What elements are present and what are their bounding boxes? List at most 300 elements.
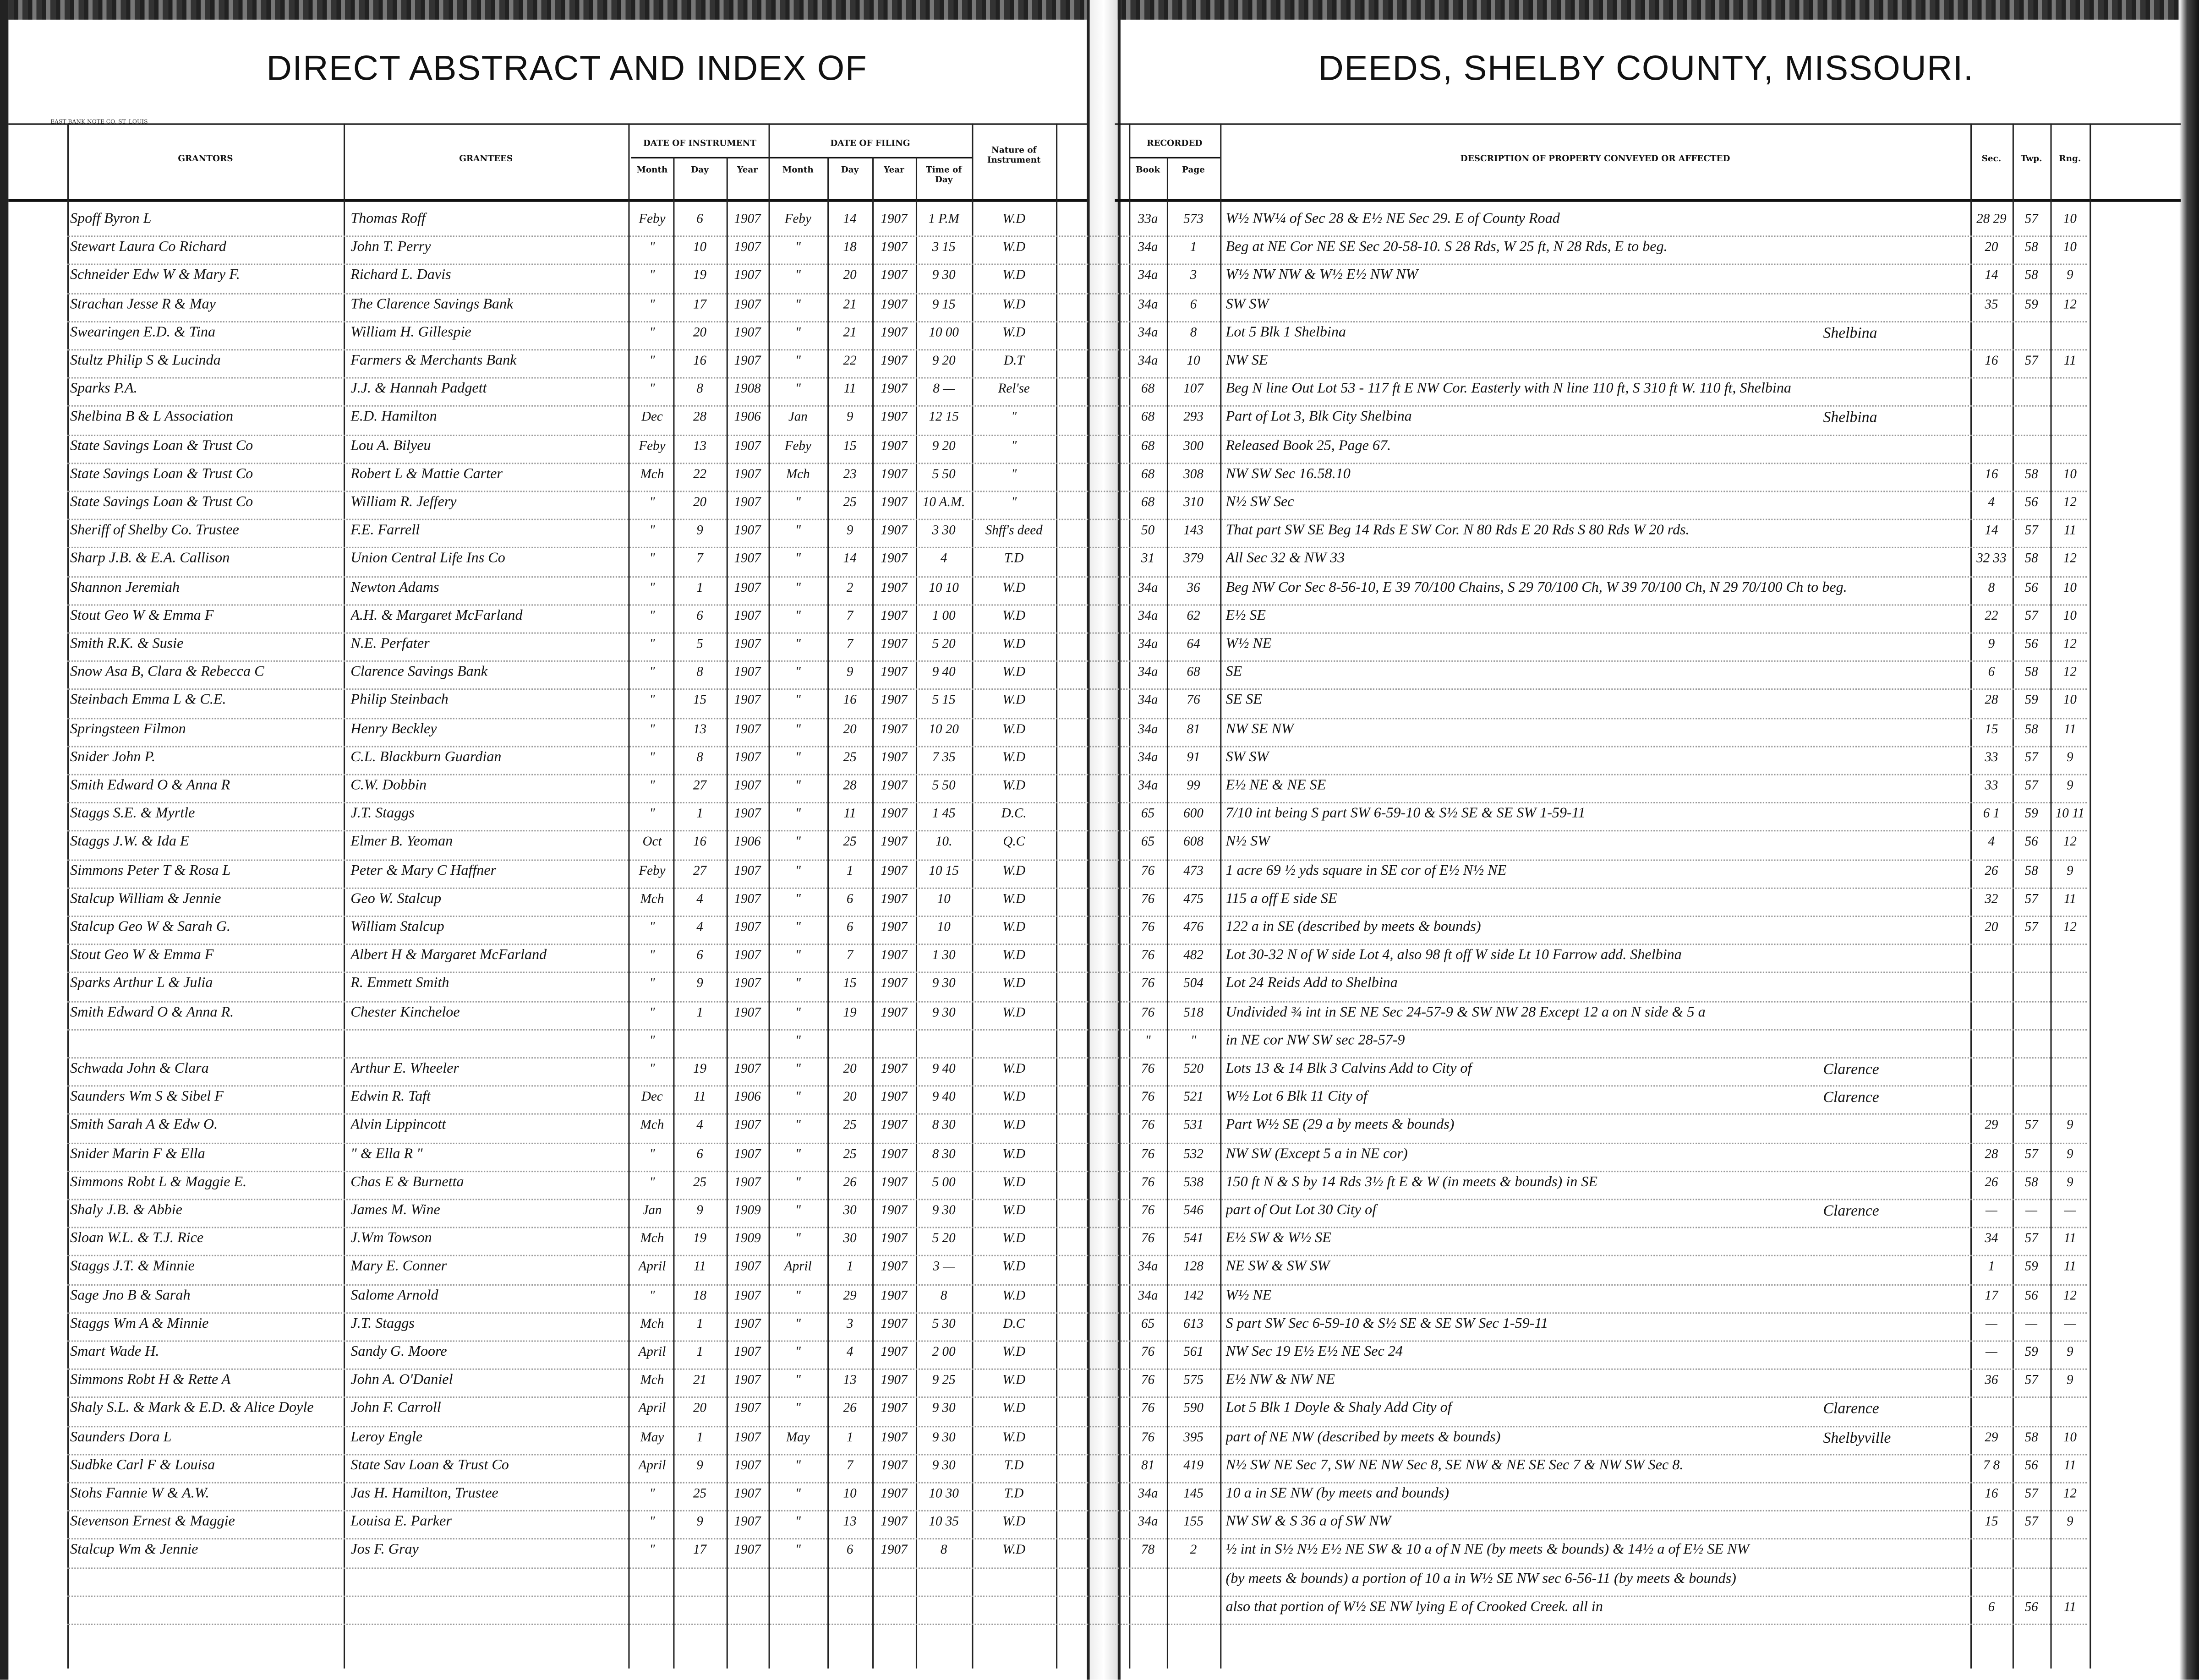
description-cell: part of NE NW (described by meets & bounds) xyxy=(1225,1429,1501,1445)
filing-day-cell: 4 xyxy=(846,1346,853,1360)
grantee-cell: Robert L & Mattie Carter xyxy=(350,466,503,482)
filing-year-cell: 1907 xyxy=(881,1402,908,1417)
twp-cell: 57 xyxy=(2024,1233,2038,1247)
filing-day-cell: 19 xyxy=(843,1006,857,1020)
filing-month-cell: Feby xyxy=(784,439,811,454)
filing-year-cell: 1907 xyxy=(881,298,908,312)
page-cell: 395 xyxy=(1183,1431,1203,1445)
description-cell: 1 acre 69 ½ yds square in SE cor of E½ N½ NE xyxy=(1225,863,1507,879)
grantee-cell: The Clarence Savings Bank xyxy=(350,296,514,312)
grantee-cell: James M. Wine xyxy=(350,1203,440,1219)
page-cell: 128 xyxy=(1183,1261,1203,1275)
rng-cell: 11 xyxy=(2063,1601,2076,1615)
filing-day-cell: 25 xyxy=(843,751,857,765)
instrument-day-cell: 11 xyxy=(694,1261,706,1275)
rng-cell: 12 xyxy=(2063,298,2077,312)
book-cell: 76 xyxy=(1141,1233,1155,1247)
sec-cell: 28 xyxy=(1985,694,1998,709)
nature-cell: T.D xyxy=(1004,1459,1024,1473)
rng-cell: 10 xyxy=(2063,468,2077,482)
nature-cell: W.D xyxy=(1002,610,1026,624)
twp-cell: 57 xyxy=(2024,524,2038,539)
filing-day-cell: 28 xyxy=(843,780,857,794)
rng-cell: 10 xyxy=(2063,610,2077,624)
grantee-cell: Chas E & Burnetta xyxy=(350,1174,464,1190)
filing-month-cell: " xyxy=(795,1346,801,1360)
grantee-cell: Geo W. Stalcup xyxy=(350,891,442,907)
book-cell: 76 xyxy=(1141,1374,1155,1389)
page-cell: 476 xyxy=(1183,921,1203,935)
filing-year-cell: 1907 xyxy=(881,893,908,907)
grantor-cell: Smith R.K. & Susie xyxy=(70,636,184,652)
instrument-year-cell: 1907 xyxy=(734,666,761,681)
page-cell: 520 xyxy=(1183,1063,1203,1077)
filing-year-cell: 1907 xyxy=(881,241,908,256)
grantor-cell: Shelbina B & L Association xyxy=(70,410,234,425)
instrument-month-cell: Mch xyxy=(640,1374,664,1389)
instrument-year-cell: 1907 xyxy=(734,807,761,822)
twp-cell: — xyxy=(2025,1317,2038,1332)
page-cell: 68 xyxy=(1187,666,1200,681)
rng-cell: 9 xyxy=(2067,1176,2073,1190)
instrument-day-cell: 10 xyxy=(693,241,707,256)
filing-year-cell: 1907 xyxy=(881,610,908,624)
grantees-header: GRANTEES xyxy=(459,154,513,164)
twp-cell: 56 xyxy=(2024,1459,2038,1473)
grantor-cell: Stalcup Wm & Jennie xyxy=(70,1543,198,1559)
filing-month-cell: Jan xyxy=(788,411,808,425)
nature-cell: W.D xyxy=(1002,298,1026,312)
book-cell: 76 xyxy=(1141,1204,1155,1219)
filing-day-cell: 16 xyxy=(843,694,857,709)
filing-year-cell: 1907 xyxy=(881,1374,908,1389)
nature-cell: W.D xyxy=(1002,1091,1026,1105)
twp-cell: 58 xyxy=(2024,269,2038,284)
book-cell: 76 xyxy=(1141,1063,1155,1077)
date-of-instrument-header: DATE OF INSTRUMENT xyxy=(643,139,757,149)
instrument-year-cell: 1907 xyxy=(734,269,761,284)
right-page-title: DEEDS, SHELBY COUNTY, MISSOURI. xyxy=(1318,49,1974,88)
filing-day-cell: 18 xyxy=(843,241,857,256)
book-cell: 76 xyxy=(1141,1147,1155,1162)
filing-month-cell: " xyxy=(795,694,801,709)
place-note-cell: Shelbina xyxy=(1823,325,1877,342)
time-of-day-cell: 9 30 xyxy=(932,1459,956,1473)
filing-month-cell: " xyxy=(795,1374,801,1389)
grantor-cell: Saunders Dora L xyxy=(70,1429,172,1445)
instrument-month-cell: Mch xyxy=(640,1233,664,1247)
description-cell: in NE cor NW SW sec 28-57-9 xyxy=(1225,1033,1405,1049)
grantor-cell: Stout Geo W & Emma F xyxy=(70,948,214,964)
page-cell: 575 xyxy=(1183,1374,1203,1389)
grantee-cell: Farmers & Merchants Bank xyxy=(350,353,517,369)
instrument-day-cell: 16 xyxy=(693,836,707,851)
page-cell: 521 xyxy=(1183,1091,1203,1105)
grantor-cell: Shannon Jeremiah xyxy=(70,580,180,595)
instrument-year-cell: 1907 xyxy=(734,1289,761,1304)
time-of-day-cell: 1 30 xyxy=(932,949,956,964)
time-of-day-cell: 9 30 xyxy=(932,977,956,992)
grantee-cell: Albert H & Margaret McFarland xyxy=(350,948,547,964)
filing-year-cell: 1907 xyxy=(881,524,908,539)
description-cell: NW SE xyxy=(1225,353,1268,369)
grantee-cell: Peter & Mary C Haffner xyxy=(350,863,497,879)
book-cell: 76 xyxy=(1141,1402,1155,1417)
page-cell: 293 xyxy=(1183,411,1203,425)
time-of-day-cell: 3 30 xyxy=(932,524,956,539)
filing-day-cell: 26 xyxy=(843,1176,857,1190)
filing-year-cell: 1907 xyxy=(881,1204,908,1219)
grantor-cell: Schwada John & Clara xyxy=(70,1061,209,1077)
grantor-cell: Steinbach Emma L & C.E. xyxy=(70,693,226,709)
book-cell: 34a xyxy=(1138,1261,1158,1275)
description-cell: Beg NW Cor Sec 8-56-10, E 39 70/100 Chains, S 29 70/100 Ch, W 39 70/100 Ch, N 29 70/100 Ch to beg. xyxy=(1225,580,1847,595)
page-cell: 482 xyxy=(1183,949,1203,964)
instrument-year-cell: 1907 xyxy=(734,1487,761,1502)
instrument-month-cell: Jan xyxy=(642,1204,662,1219)
filing-day-cell: 10 xyxy=(843,1487,857,1502)
grantee-cell: William H. Gillespie xyxy=(350,325,471,341)
rng-cell: 11 xyxy=(2063,1459,2076,1473)
description-cell: SW SW xyxy=(1225,750,1269,765)
filing-day-cell: 11 xyxy=(843,807,856,822)
filing-month-cell: " xyxy=(795,893,801,907)
filing-day-cell: 6 xyxy=(846,1544,853,1559)
rng-cell: 10 xyxy=(2063,213,2077,227)
instrument-year-cell: 1907 xyxy=(734,723,761,737)
rng-cell: 9 xyxy=(2067,1374,2073,1389)
description-cell: 150 ft N & S by 14 Rds 3½ ft E & W (in meets & bounds) in SE xyxy=(1225,1174,1598,1190)
nature-cell: W.D xyxy=(1002,893,1026,907)
place-note-cell: Clarence xyxy=(1823,1203,1879,1220)
time-of-day-cell: 9 30 xyxy=(932,1006,956,1020)
twp-cell: 57 xyxy=(2024,610,2038,624)
grantor-cell: Sparks P.A. xyxy=(70,382,137,397)
time-of-day-cell: 1 45 xyxy=(932,807,956,822)
grantor-cell: Staggs Wm A & Minnie xyxy=(70,1316,209,1332)
book-cell: 76 xyxy=(1141,1091,1155,1105)
nature-cell: D.C xyxy=(1003,1317,1025,1332)
instrument-year-cell: 1909 xyxy=(734,1204,761,1219)
instrument-day-cell: 1 xyxy=(696,1317,703,1332)
instrument-day-cell: 20 xyxy=(693,1402,707,1417)
page-cell: 1 xyxy=(1190,241,1197,256)
nature-cell: W.D xyxy=(1002,1176,1026,1190)
twp-cell: 57 xyxy=(2024,1374,2038,1389)
instrument-day-cell: 9 xyxy=(696,1516,703,1530)
filing-year-cell: 1907 xyxy=(881,751,908,765)
filing-month-cell: " xyxy=(795,610,801,624)
filing-day-cell: 22 xyxy=(843,355,857,369)
instrument-day-cell: 6 xyxy=(696,213,703,227)
description-cell: Undivided ¾ int in SE NE Sec 24-57-9 & SW NW 28 Except 12 a on N side & 5 a xyxy=(1225,1004,1706,1020)
instrument-day-cell: 22 xyxy=(693,468,707,482)
nature-cell: W.D xyxy=(1002,1402,1026,1417)
grantee-cell: John A. O'Daniel xyxy=(350,1373,453,1389)
filing-month-cell: " xyxy=(795,1091,801,1105)
grantee-cell: Chester Kincheloe xyxy=(350,1004,460,1020)
book-cell: 34a xyxy=(1138,610,1158,624)
nature-cell: W.D xyxy=(1002,1544,1026,1559)
nature-cell: W.D xyxy=(1002,1147,1026,1162)
grantee-cell: William R. Jeffery xyxy=(350,495,457,511)
grantee-cell: E.D. Hamilton xyxy=(350,410,437,425)
rng-cell: 10 11 xyxy=(2055,807,2084,822)
instrument-month-cell: Feby xyxy=(639,439,666,454)
filing-month-cell: " xyxy=(795,1034,801,1049)
instrument-year-cell: 1907 xyxy=(734,977,761,992)
grantee-cell: Lou A. Bilyeu xyxy=(350,438,431,454)
inst-year-header: Year xyxy=(737,165,758,175)
instrument-month-cell: " xyxy=(649,1544,655,1559)
time-of-day-cell: 9 30 xyxy=(932,1204,956,1219)
filing-day-cell: 3 xyxy=(846,1317,853,1332)
sec-cell: 1 xyxy=(1988,1261,1995,1275)
book-cell: 34a xyxy=(1138,780,1158,794)
instrument-day-cell: 19 xyxy=(693,1233,707,1247)
instrument-year-cell: 1907 xyxy=(734,893,761,907)
page-cell: 3 xyxy=(1190,269,1197,284)
time-of-day-cell: 10 00 xyxy=(929,326,959,341)
time-of-day-cell: 9 40 xyxy=(932,1091,956,1105)
twp-cell: 57 xyxy=(2024,355,2038,369)
instrument-month-cell: April xyxy=(638,1346,666,1360)
sec-cell: 9 xyxy=(1988,638,1995,652)
time-of-day-cell: 10 15 xyxy=(929,864,959,879)
page-cell: 590 xyxy=(1183,1402,1203,1417)
grantee-cell: J.Wm Towson xyxy=(350,1231,432,1247)
instrument-year-cell: 1909 xyxy=(734,1233,761,1247)
description-cell: Lot 5 Blk 1 Shelbina xyxy=(1225,325,1346,341)
header-bottom-rule-right xyxy=(1115,199,2181,202)
description-cell: NW SE NW xyxy=(1225,721,1294,737)
book-cell: 34a xyxy=(1138,694,1158,709)
time-of-day-cell: 10 xyxy=(937,921,951,935)
instrument-year-cell: 1907 xyxy=(734,553,761,567)
grantee-cell: Alvin Lippincott xyxy=(350,1118,446,1134)
grantee-cell: Clarence Savings Bank xyxy=(350,665,488,681)
time-of-day-cell: 8 — xyxy=(933,383,955,397)
rng-cell: 10 xyxy=(2063,241,2077,256)
grantee-cell: Philip Steinbach xyxy=(350,693,449,709)
nature-cell: W.D xyxy=(1002,1516,1026,1530)
instrument-day-cell: 19 xyxy=(693,269,707,284)
rng-cell: 11 xyxy=(2063,524,2076,539)
description-cell: Lots 13 & 14 Blk 3 Calvins Add to City of xyxy=(1225,1061,1472,1077)
filing-month-cell: " xyxy=(795,1289,801,1304)
filing-month-cell: " xyxy=(795,496,801,511)
description-cell: W½ NW NW & W½ E½ NW NW xyxy=(1225,268,1418,284)
book-cell: 34a xyxy=(1138,1516,1158,1530)
instrument-year-cell: 1907 xyxy=(734,921,761,935)
nature-cell: T.D xyxy=(1004,1487,1024,1502)
instrument-month-cell: " xyxy=(649,1063,655,1077)
nature-cell: " xyxy=(1011,439,1017,454)
sec-cell: 32 33 xyxy=(1976,553,2007,567)
book-cell: 34a xyxy=(1138,723,1158,737)
description-cell: 115 a off E side SE xyxy=(1225,891,1337,907)
instrument-year-cell: 1907 xyxy=(734,1119,761,1134)
grantee-cell: C.L. Blackburn Guardian xyxy=(350,750,502,765)
instrument-day-cell: 28 xyxy=(693,411,707,425)
nature-cell: W.D xyxy=(1002,1374,1026,1389)
sec-cell: 26 xyxy=(1985,1176,1998,1190)
description-cell: SE xyxy=(1225,665,1242,681)
instrument-day-cell: 25 xyxy=(693,1176,707,1190)
time-of-day-cell: 5 50 xyxy=(932,468,956,482)
sec-cell: — xyxy=(1985,1346,1997,1360)
page-cell: 518 xyxy=(1183,1006,1203,1020)
book-cell: 68 xyxy=(1141,411,1155,425)
book-cell: 76 xyxy=(1141,921,1155,935)
description-cell: 7/10 int being S part SW 6-59-10 & S½ SE & SE SW 1-59-11 xyxy=(1225,806,1586,822)
instrument-month-cell: Mch xyxy=(640,1119,664,1134)
instrument-year-cell: 1907 xyxy=(734,326,761,341)
instrument-year-cell: 1907 xyxy=(734,1544,761,1559)
nature-cell: Q.C xyxy=(1003,836,1025,851)
time-of-day-cell: 9 30 xyxy=(932,1402,956,1417)
instrument-day-cell: 8 xyxy=(696,751,703,765)
instrument-day-cell: 4 xyxy=(696,893,703,907)
filing-day-cell: 26 xyxy=(843,1402,857,1417)
time-of-day-cell: 9 30 xyxy=(932,1431,956,1445)
nature-cell: " xyxy=(1011,496,1017,511)
instrument-year-cell: 1907 xyxy=(734,1459,761,1473)
rng-cell: 11 xyxy=(2063,723,2076,737)
book-cell: 81 xyxy=(1141,1459,1155,1473)
instrument-month-cell: " xyxy=(649,1516,655,1530)
description-cell: S part SW Sec 6-59-10 & S½ SE & SE SW Sec 1-59-11 xyxy=(1225,1316,1548,1332)
time-of-day-cell: 5 15 xyxy=(932,694,956,709)
sec-cell: — xyxy=(1985,1204,1997,1219)
nature-cell: W.D xyxy=(1002,864,1026,879)
left-page-title: DIRECT ABSTRACT AND INDEX OF xyxy=(266,49,868,88)
grantee-cell: R. Emmett Smith xyxy=(350,976,449,992)
filing-day-cell: 1 xyxy=(846,1261,853,1275)
filing-day-cell: 13 xyxy=(843,1374,857,1389)
column-rule xyxy=(67,123,69,1668)
book-cell: 34a xyxy=(1138,581,1158,595)
grantor-cell: Strachan Jesse R & May xyxy=(70,296,216,312)
description-cell: E½ NE & NE SE xyxy=(1225,778,1326,794)
filing-day-cell: 14 xyxy=(843,553,857,567)
description-cell: 122 a in SE (described by meets & bounds) xyxy=(1225,920,1481,935)
filing-year-cell: 1907 xyxy=(881,836,908,851)
grantor-cell: Staggs J.T. & Minnie xyxy=(70,1260,195,1275)
grantee-cell: Louisa E. Parker xyxy=(350,1514,452,1530)
filing-day-cell: 15 xyxy=(843,977,857,992)
description-cell: 10 a in SE NW (by meets and bounds) xyxy=(1225,1486,1449,1502)
grantor-cell: State Savings Loan & Trust Co xyxy=(70,495,253,511)
grantee-cell: J.T. Staggs xyxy=(350,806,415,822)
filing-month-cell: " xyxy=(795,1459,801,1473)
filing-day-cell: 2 xyxy=(846,581,853,595)
rng-cell: 12 xyxy=(2063,496,2077,511)
rng-cell: 10 xyxy=(2063,1431,2077,1445)
book-cell: 50 xyxy=(1141,524,1155,539)
filing-month-cell: " xyxy=(795,241,801,256)
twp-header: Twp. xyxy=(2020,154,2042,164)
instrument-day-cell: 8 xyxy=(696,666,703,681)
filing-month-cell: " xyxy=(795,666,801,681)
filing-month-cell: April xyxy=(784,1261,812,1275)
grantee-cell: Edwin R. Taft xyxy=(350,1090,431,1105)
page-cell: 308 xyxy=(1183,468,1203,482)
nature-cell: W.D xyxy=(1002,1289,1026,1304)
grantee-cell: Elmer B. Yeoman xyxy=(350,835,453,851)
nature-cell: W.D xyxy=(1002,977,1026,992)
description-cell: SW SW xyxy=(1225,296,1269,312)
grantors-header: GRANTORS xyxy=(178,154,233,164)
twp-cell: 57 xyxy=(2024,921,2038,935)
page-edge-right xyxy=(2179,0,2199,1680)
instrument-month-cell: " xyxy=(649,751,655,765)
nature-cell: D.C. xyxy=(1001,807,1027,822)
grantor-cell: Snider Marin F & Ella xyxy=(70,1146,205,1162)
filing-month-cell: " xyxy=(795,751,801,765)
rng-cell: 10 xyxy=(2063,581,2077,595)
instrument-day-cell: 1 xyxy=(696,1346,703,1360)
filing-month-cell: " xyxy=(795,1204,801,1219)
filing-month-cell: " xyxy=(795,1402,801,1417)
filing-month-cell: " xyxy=(795,524,801,539)
time-of-day-cell: 3 — xyxy=(933,1261,955,1275)
filing-day-header: Day xyxy=(841,165,859,175)
sec-cell: 22 xyxy=(1985,610,1998,624)
twp-cell: 56 xyxy=(2024,1289,2038,1304)
filing-month-cell: May xyxy=(786,1431,810,1445)
filing-month-cell: " xyxy=(795,723,801,737)
nature-cell: T.D xyxy=(1004,553,1024,567)
filing-year-cell: 1907 xyxy=(881,1006,908,1020)
instrument-day-cell: 20 xyxy=(693,326,707,341)
filing-month-cell: " xyxy=(795,1119,801,1134)
page-cell: 142 xyxy=(1183,1289,1203,1304)
book-cell: 34a xyxy=(1138,241,1158,256)
description-cell: N½ SW Sec xyxy=(1225,495,1294,511)
nature-cell: W.D xyxy=(1002,694,1026,709)
sec-cell: 28 29 xyxy=(1976,213,2007,227)
instrument-month-cell: Feby xyxy=(639,864,666,879)
filing-year-cell: 1907 xyxy=(881,921,908,935)
time-of-day-cell: 2 00 xyxy=(932,1346,956,1360)
sec-cell: 6 1 xyxy=(1983,807,2000,822)
sec-cell: 6 xyxy=(1988,666,1995,681)
recorded-subheader-rule xyxy=(1129,157,1220,158)
page-cell: 91 xyxy=(1187,751,1200,765)
twp-cell: 56 xyxy=(2024,581,2038,595)
grantee-cell: Salome Arnold xyxy=(350,1287,438,1304)
instrument-day-cell: 4 xyxy=(696,1119,703,1134)
time-of-day-cell: 10 A.M. xyxy=(922,496,965,511)
filing-day-cell: 7 xyxy=(846,949,853,964)
page-cell: 145 xyxy=(1183,1487,1203,1502)
book-cell: 68 xyxy=(1141,496,1155,511)
nature-cell: W.D xyxy=(1002,751,1026,765)
filing-year-cell: 1907 xyxy=(881,1147,908,1162)
grantor-cell: Simmons Peter T & Rosa L xyxy=(70,863,231,879)
date-subheader-rule xyxy=(631,157,972,158)
instrument-month-cell: Dec xyxy=(641,1091,663,1105)
page-cell: 2 xyxy=(1190,1544,1197,1559)
description-cell: N½ SW xyxy=(1225,835,1270,851)
inst-day-header: Day xyxy=(691,165,709,175)
filing-year-cell: 1907 xyxy=(881,638,908,652)
book-cell: 34a xyxy=(1138,638,1158,652)
page-cell: 532 xyxy=(1183,1147,1203,1162)
filing-day-cell: 25 xyxy=(843,1147,857,1162)
grantor-cell: Snider John P. xyxy=(70,750,156,765)
